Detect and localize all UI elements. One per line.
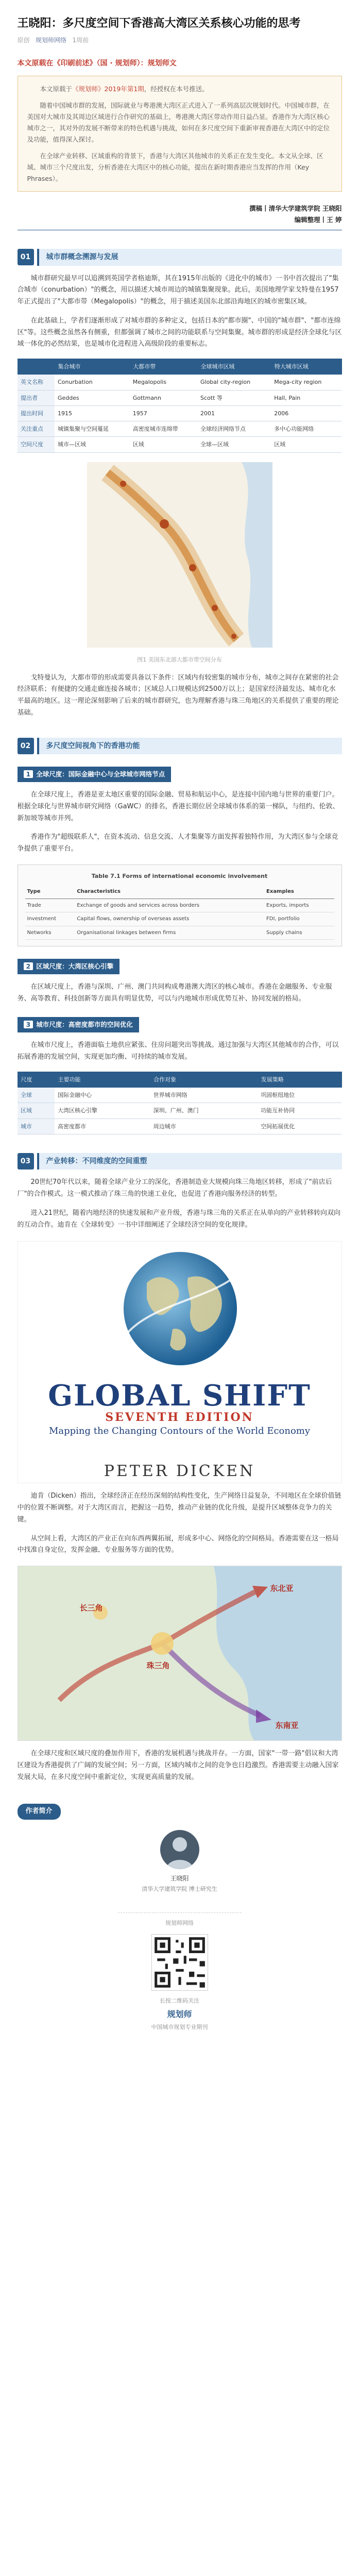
globe-image — [18, 1242, 342, 1370]
table-header-cell: 尺度 — [18, 1072, 55, 1087]
lead-p1 — [27, 83, 332, 95]
table-cell: 周边城市 — [150, 1118, 258, 1134]
author-bio-heading: 作者简介 — [18, 1804, 61, 1820]
table-row — [18, 1088, 341, 1103]
table-cell: Hall, Pain — [271, 390, 341, 405]
section-3-title: 产业转移：不同维度的空间重塑 — [37, 1153, 342, 1170]
footer-line1: 规划师网络 — [165, 1920, 194, 1927]
lead-p1-suffix: ，经授权在本号推送。 — [144, 85, 209, 93]
table-header-cell: Examples — [264, 885, 334, 899]
table-cell: Exchange of goods and services across borders — [75, 899, 264, 912]
author-desc: 清华大学建筑学院 博士研究生 — [142, 1886, 217, 1893]
section-3b-p1: 迪肯（Dicken）指出，全球经济正在经历深刻的结构性变化，生产网络日益复杂，不同地区在全球价值链中的位置不断调整。对于大湾区而言，把握这一趋势，推动产业链的优化升级，是提升区域整体竞争力的关键。 — [17, 1492, 341, 1523]
lead-p1-highlight: 《规划师》2019年第1期 — [72, 85, 144, 93]
section-2-p1: 在全球尺度上，香港是亚太地区重要的国际金融、贸易和航运中心，是连接中国内地与世界的重要门户。根据全球化与世界城市研究网络（GaWC）的排名，香港长期位居全球城市体系的第一梯队，与纽约、伦敦、新加坡等城市并列。 — [17, 791, 339, 822]
table-row — [18, 1103, 341, 1118]
regional-map-image — [18, 1566, 342, 1741]
table-cell: 世界城市网络 — [150, 1088, 258, 1103]
table-cell: Investment — [25, 912, 75, 926]
map-label-northeast-asia: 东北亚 — [270, 1584, 294, 1594]
table-header-row — [18, 359, 341, 375]
table-header-cell: 合作对象 — [150, 1072, 258, 1087]
qr-code-icon — [152, 1935, 208, 1990]
section-2-header — [18, 738, 342, 755]
author-name: 王晓阳 — [170, 1875, 189, 1883]
editor-line: 编辑整理丨王 婷 — [294, 216, 342, 224]
lead-heading: 本文原载在《印刷前述》（国 · 规划师）：规划师文 — [17, 59, 177, 67]
table-cell: Organisational linkages between firms — [75, 926, 264, 940]
global-shift-table-image — [18, 865, 342, 946]
table-cell: 全球经济网络节点 — [197, 421, 271, 437]
table-cell: 全球—区域 — [197, 437, 271, 452]
table-cell: 国际金融中心 — [55, 1088, 150, 1103]
table-cell: 巩固枢纽地位 — [258, 1088, 341, 1103]
table-cell: Trade — [25, 899, 75, 912]
footer — [18, 1912, 342, 2033]
table-cell: 深圳、广州、澳门 — [150, 1103, 258, 1118]
section-2b-p1: 在区域尺度上，香港与深圳、广州、澳门共同构成粤港澳大湾区的核心城市。香港在金融服务、专业服务、高等教育、科技创新等方面具有明显优势，可以与内地城市形成优势互补、协同发展的格局。 — [17, 982, 332, 1003]
article-container — [18, 0, 342, 2033]
footer-line2: 长按二维码关注 — [160, 1997, 199, 2005]
meta-date: 1周前 — [72, 36, 89, 44]
subsection-2-2-heading — [18, 959, 120, 974]
table-cell: Networks — [25, 926, 75, 940]
scale-function-table — [18, 1072, 342, 1134]
footer-brand: 规划师 — [167, 2009, 192, 2020]
table-cell: 提出时间 — [18, 405, 55, 421]
qr-code-image[interactable] — [151, 1934, 208, 1991]
section-1-p2: 在此基础上，学者们逐渐形成了对城市群的多种定义，包括日本的"都市圈"、中国的"城市群"、"都市连绵区"等。这些概念虽然各有侧重，但都强调了城市之间的功能联系与空间集聚。城市群的形成是经济全球化与区域一体化的必然结果，也是城市化进程进入高级阶段的重要标志。 — [17, 316, 342, 348]
section-1-badge: 01 — [18, 249, 34, 265]
table-cell: 英文名称 — [18, 375, 55, 390]
table-row — [18, 437, 341, 452]
table-cell: Capital flows, ownership of overseas assets — [75, 912, 264, 926]
table-header-cell: 发展策略 — [258, 1072, 341, 1087]
book-subtitle: Mapping the Changing Contours of the World Economy — [48, 1426, 311, 1437]
table-header-row — [25, 885, 334, 899]
author-line: 撰稿丨清华大学建筑学院 王晓阳 — [249, 205, 342, 213]
section-1-title: 城市群概念溯源与发展 — [37, 249, 342, 266]
subsection-title: 全球尺度：国际金融中心与全球城市网络节点 — [36, 770, 165, 778]
subsection-2-3-heading — [18, 1017, 139, 1032]
table-header-cell: 特大城市区域 — [271, 359, 341, 375]
table-cell: 城市—区域 — [55, 437, 130, 452]
section-3b-p2: 从空间上看，大湾区的产业正在向东西两翼拓展，形成多中心、网络化的空间格局。香港需要在这一格局中找准自身定位，发挥金融、专业服务等方面的优势。 — [17, 1534, 339, 1554]
book-title: GLOBAL SHIFT — [48, 1379, 311, 1413]
book-author: PETER DICKEN — [104, 1462, 255, 1481]
gs-table — [25, 885, 334, 940]
table-header-row — [18, 1072, 341, 1087]
table-cell: Exports, imports — [264, 899, 334, 912]
map-label-southeast-asia: 东南亚 — [275, 1721, 299, 1731]
table-header-cell: 全球城市区域 — [197, 359, 271, 375]
megalopolis-map-image — [87, 462, 272, 648]
table-cell: Conurbation — [55, 375, 130, 390]
meta-account-link[interactable]: 规划师网络 — [35, 36, 66, 44]
subsection-title: 城市尺度：高密度都市的空间优化 — [36, 1021, 133, 1029]
section-1b-p1: 戈特曼认为，大都市带的形成需要具备以下条件：区域内有较密集的城市分布，城市之间存在紧密的社会经济联系；有便捷的交通走廊连接各城市；区域总人口规模达到2500万以上；是国家经济最发达、城市化水平最高的地区。这一理论深刻影响了后来的城市群研究，也为理解香港与珠三角地区的关系提供了重要的理论基础。 — [17, 673, 339, 717]
table-row — [18, 375, 341, 390]
table-row — [18, 405, 341, 421]
table-row — [18, 421, 341, 437]
table-cell: Scott 等 — [197, 390, 271, 405]
table-cell: 功能互补协同 — [258, 1103, 341, 1118]
section-2b-p2: 在城市尺度上，香港面临土地供应紧张、住房问题突出等挑战。通过加强与大湾区其他城市的合作，可以拓展香港的发展空间，实现更加均衡、可持续的城市发展。 — [17, 1041, 339, 1061]
table-header-cell: 大都市带 — [130, 359, 197, 375]
table-cell: 空间拓展优化 — [258, 1118, 341, 1134]
table-cell: Megalopolis — [130, 375, 197, 390]
section-2-p2: 香港作为"超级联系人"，在资本流动、信息交流、人才集聚等方面发挥着独特作用，为大湾区参与全球竞争提供了重要平台。 — [17, 833, 338, 853]
table-cell: FDI, portfolio — [264, 912, 334, 926]
subsection-number: 1 — [24, 770, 33, 778]
table-header-cell: 主要功能 — [55, 1072, 150, 1087]
figure-1 — [18, 462, 342, 652]
table-row — [25, 926, 334, 940]
section-3-badge: 03 — [18, 1153, 34, 1170]
table-header-cell: Characteristics — [75, 885, 264, 899]
table-cell: 高密度都市 — [55, 1118, 150, 1134]
table-cell: 2006 — [271, 405, 341, 421]
table-row — [18, 390, 341, 405]
table-cell: 全球 — [18, 1088, 55, 1103]
table-row — [25, 899, 334, 912]
lead-box — [18, 76, 342, 192]
section-3-p1: 20世纪70年代以来，随着全球产业分工的深化，香港制造业大规模向珠三角地区转移，形成了"前店后厂"的合作模式。这一模式推动了珠三角的快速工业化，也促进了香港向服务经济的转型。 — [17, 1178, 332, 1198]
lead-p2: 随着中国城市群的发展，国际就业与粤港澳大湾区正式进入了一系列高层次规划时代。中国城市群，在美国对大城市及其周边区域进行合作研究的基础上，粤港澳大湾区带动作用日益凸显。香港作为大湾区核心城市之一，其对外的发展不断带来的特色机遇与挑战，如何在多尺度空间下重新审视香港在大湾区中的定位及功能，值得深入探讨。 — [27, 101, 330, 143]
article-title: 王晓阳：多尺度空间下香港高大湾区关系核心功能的思考 — [17, 17, 301, 30]
article-meta — [18, 35, 342, 46]
author-card — [18, 1830, 342, 1894]
table-cell: 1957 — [130, 405, 197, 421]
section-2-badge: 02 — [18, 738, 34, 754]
table-cell: 高密度城市连绵带 — [130, 421, 197, 437]
concept-comparison-table — [18, 359, 342, 453]
map-label-yangtze-delta: 长三角 — [79, 1603, 103, 1613]
subsection-number: 2 — [24, 962, 33, 970]
table-cell: Global city-region — [197, 375, 271, 390]
table-cell: 提出者 — [18, 390, 55, 405]
meta-source: 原创 — [17, 36, 30, 44]
lead-p3: 在全球产业转移、区域重构的背景下，香港与大湾区其他城市的关系正在发生变化。本文从全球、区域、城市三个尺度出发，分析香港在大湾区中的核心功能，提出在新时期香港应当发挥的作用（Key Phrases）。 — [27, 151, 323, 182]
gs-table-title: Table 7.1 Forms of international economic involvement — [91, 872, 268, 879]
table-cell: Supply chains — [264, 926, 334, 940]
section-1-header — [18, 249, 342, 266]
table-header-cell — [18, 359, 55, 375]
table-cell: 区域 — [271, 437, 341, 452]
subsection-title: 区域尺度：大湾区核心引擎 — [36, 962, 114, 971]
footer-divider — [118, 1912, 242, 1913]
table-cell: 1915 — [55, 405, 130, 421]
figure-1-caption: 图1 美国东北部大都市带空间分布 — [137, 656, 222, 664]
table-cell: Geddes — [55, 390, 130, 405]
section-2-title: 多尺度空间视角下的香港功能 — [37, 738, 342, 755]
table-cell: 空间尺度 — [18, 437, 55, 452]
table-cell: 关注重点 — [18, 421, 55, 437]
table-cell: 多中心功能网络 — [271, 421, 341, 437]
section-3-p2: 进入21世纪，随着内地经济的快速发展和产业升级，香港与珠三角的关系正在从单向的产业转移转向双向的互动合作。迪肯在《全球转变》一书中详细阐述了全球经济空间的变化规律。 — [17, 1209, 341, 1229]
person-icon — [160, 1830, 199, 1869]
table-cell: 城镇集聚与空间蔓延 — [55, 421, 130, 437]
table-row — [25, 912, 334, 926]
table-cell: Mega-city region — [271, 375, 341, 390]
table-cell: 城市 — [18, 1118, 55, 1134]
section-3-header — [18, 1153, 342, 1170]
table-header-cell: Type — [25, 885, 75, 899]
subsection-2-1-heading — [18, 767, 172, 782]
table-row — [18, 1118, 341, 1134]
lead-p1-prefix: 本文原载于 — [40, 85, 73, 93]
section-3c-p1: 在全球尺度和区域尺度的叠加作用下，香港的发展机遇与挑战并存。一方面，国家"一带一路"倡议和大湾区建设为香港提供了广阔的发展空间；另一方面，区域内城市之间的竞争也日趋激烈。香港需要主动融入国家发展大局，在多尺度空间中重新定位，实现更高质量的发展。 — [17, 1750, 339, 1781]
subsection-number: 3 — [24, 1021, 33, 1028]
table-cell: 2001 — [197, 405, 271, 421]
table-cell: 大湾区核心引擎 — [55, 1103, 150, 1118]
book-edition: SEVENTH EDITION — [105, 1411, 254, 1425]
global-shift-book-cover — [18, 1241, 342, 1483]
map-label-pearl-delta: 珠三角 — [146, 1661, 170, 1671]
table-cell: Gottmann — [130, 390, 197, 405]
table-cell: 区域 — [18, 1103, 55, 1118]
avatar — [160, 1830, 199, 1869]
section-1-p1: 城市群研究最早可以追溯到英国学者格迪斯，其在1915年出版的《进化中的城市》一书中首次提出了"集合城市（conurbation）"的概念，用以描述大城市周边的城镇集聚现象。此后，美国地理学家戈特曼在1957年正式提出了"大都市带（Megalopolis）"的概念，用于描述美国东北部沿海地区的城市密集区域。 — [17, 274, 339, 306]
table-cell: 区域 — [130, 437, 197, 452]
footer-line3: 中国城市规划专业期刊 — [151, 2024, 208, 2031]
table-header-cell: 集合城市 — [55, 359, 130, 375]
